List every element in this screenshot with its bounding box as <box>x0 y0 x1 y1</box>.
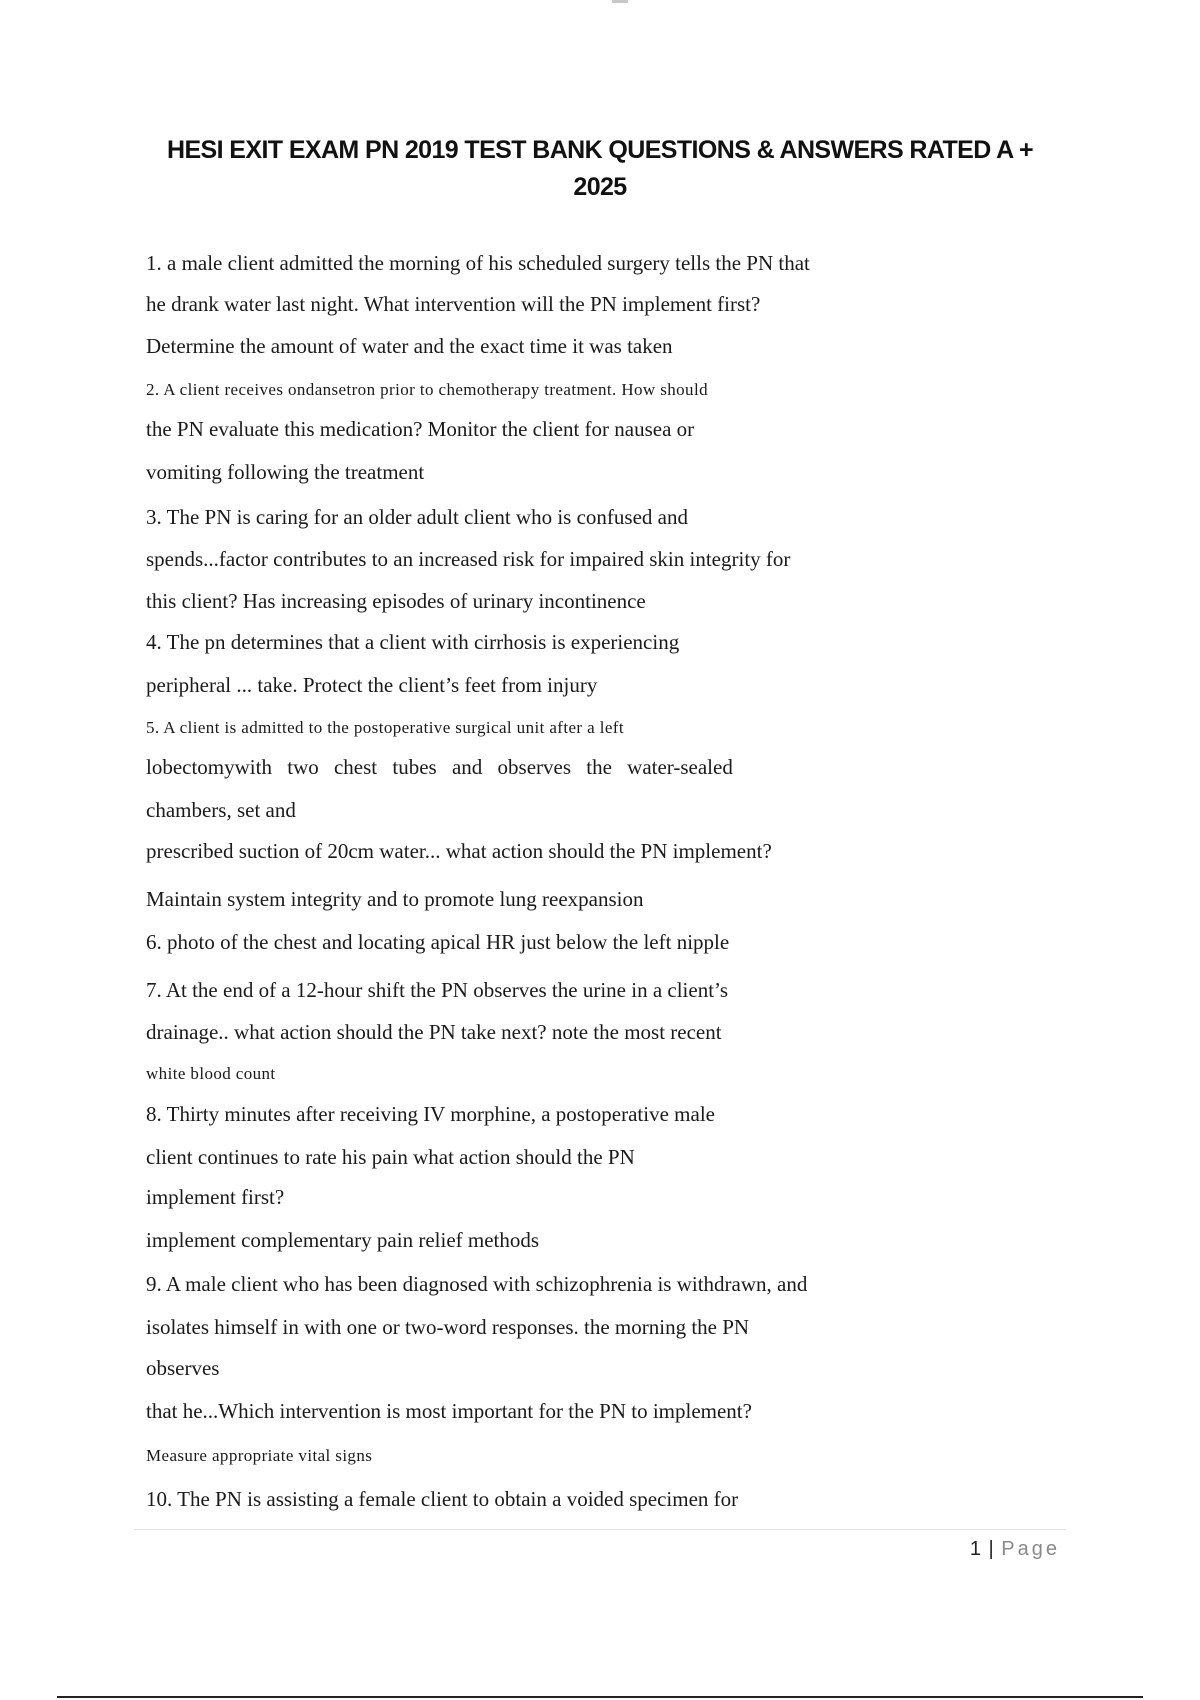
text-line: 6. photo of the chest and locating apical HR just below the left nipple <box>146 930 730 954</box>
text-line: 8. Thirty minutes after receiving IV morphine, a postoperative male <box>146 1102 715 1126</box>
text-line: this client? Has increasing episodes of urinary incontinence <box>146 589 646 613</box>
text-line: spends...factor contributes to an increased risk for impaired skin integrity for <box>146 547 791 571</box>
text-line: 1. a male client admitted the morning of his scheduled surgery tells the PN that <box>146 251 810 275</box>
text-line: Determine the amount of water and the exact time it was taken <box>146 334 673 358</box>
footer-divider <box>134 1529 1066 1530</box>
text-line: Maintain system integrity and to promote lung reexpansion <box>146 887 644 911</box>
text-line: 2. A client receives ondansetron prior to chemotherapy treatment. How should <box>146 380 708 399</box>
text-line: implement complementary pain relief methods <box>146 1228 540 1252</box>
title-line-1: HESI EXIT EXAM PN 2019 TEST BANK QUESTIONS & ANSWERS RATED A + <box>167 136 1033 164</box>
text-line: 10. The PN is assisting a female client to obtain a voided specimen for <box>146 1487 739 1511</box>
page-label: Page <box>1001 1538 1060 1560</box>
text-line: vomiting following the treatment <box>146 460 425 484</box>
text-line: white blood count <box>146 1064 276 1083</box>
text-line: Measure appropriate vital signs <box>146 1446 373 1465</box>
text-line: that he...Which intervention is most important for the PN to implement? <box>146 1399 752 1423</box>
text-line: client continues to rate his pain what action should the PN <box>146 1145 635 1169</box>
text-line: he drank water last night. What intervention will the PN implement first? <box>146 292 761 316</box>
title-line-2: 2025 <box>573 173 627 201</box>
text-line: chambers, set and <box>146 798 296 822</box>
text-line: drainage.. what action should the PN take next? note the most recent <box>146 1020 722 1044</box>
page-number: 1 <box>969 1538 982 1560</box>
page-number-footer <box>970 1538 1060 1561</box>
text-line: 3. The PN is caring for an older adult client who is confused and <box>146 505 688 529</box>
text-line: implement first? <box>146 1185 285 1209</box>
text-line: lobectomywith two chest tubes and observes the water-sealed <box>146 755 733 779</box>
text-line: isolates himself in with one or two-word responses. the morning the PN <box>146 1315 750 1339</box>
text-line: 9. A male client who has been diagnosed with schizophrenia is withdrawn, and <box>146 1272 808 1296</box>
text-line: 4. The pn determines that a client with cirrhosis is experiencing <box>146 630 680 654</box>
text-line: 5. A client is admitted to the postoperative surgical unit after a left <box>146 718 624 737</box>
document-title <box>100 132 1100 206</box>
text-line: the PN evaluate this medication? Monitor the client for nausea or <box>146 417 695 441</box>
top-edge-mark <box>612 0 628 3</box>
text-line: observes <box>146 1356 220 1380</box>
text-line: prescribed suction of 20cm water... what action should the PN implement? <box>146 839 772 863</box>
bottom-edge-rule <box>57 1696 1143 1698</box>
text-line: peripheral ... take. Protect the client’s feet from injury <box>146 673 598 697</box>
text-line: 7. At the end of a 12-hour shift the PN observes the urine in a client’s <box>146 978 729 1002</box>
page-separator: | <box>981 1538 1002 1560</box>
